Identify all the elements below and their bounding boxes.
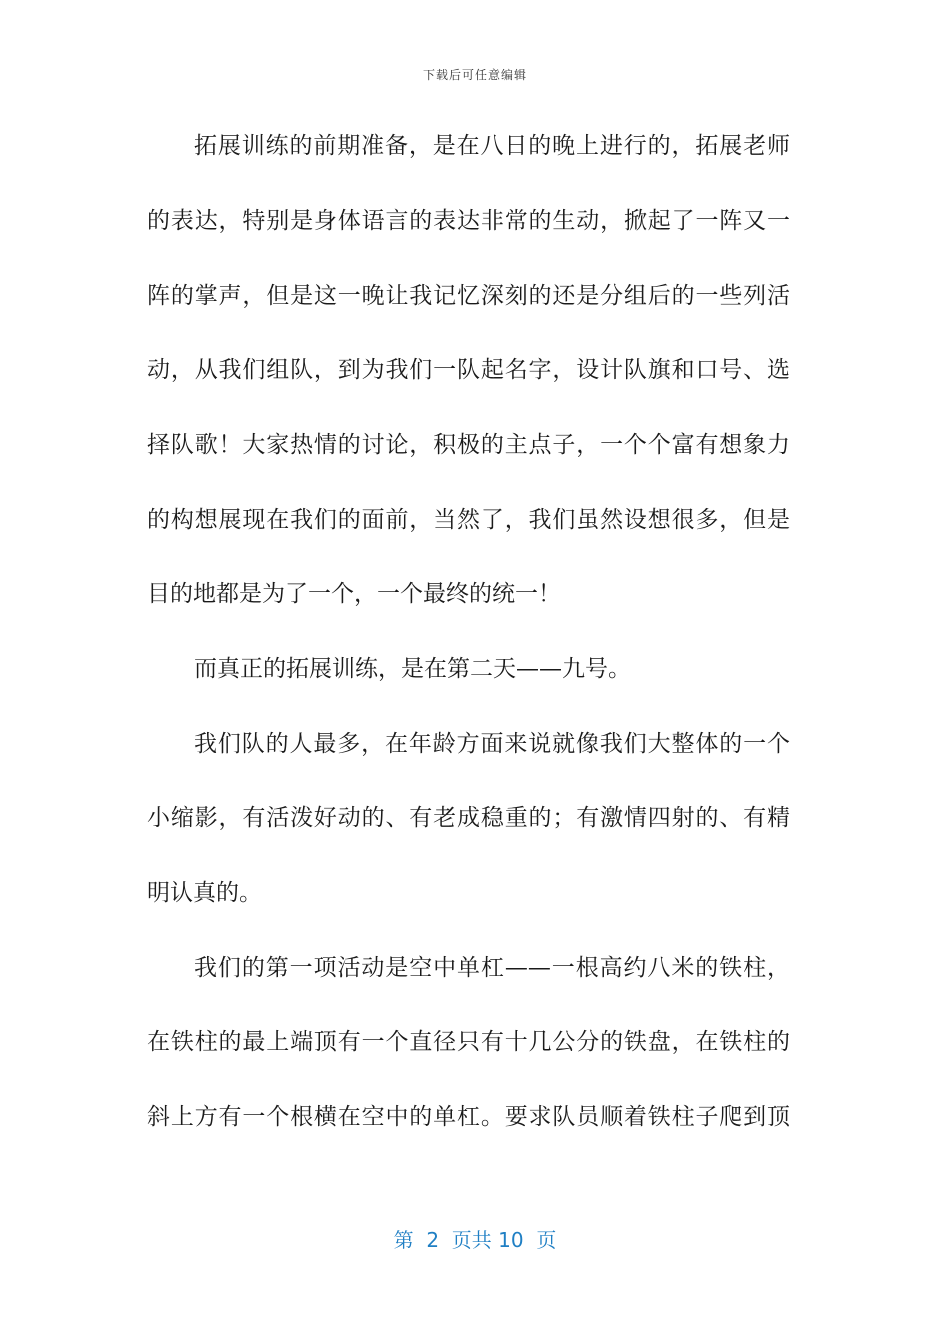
text-line: 小缩影，有活泼好动的、有老成稳重的；有激情四射的、有精 bbox=[147, 805, 790, 831]
text-line: 目的地都是为了一个，一个最终的统一！ bbox=[147, 581, 561, 607]
text-line: 在铁柱的最上端顶有一个直径只有十几公分的铁盘，在铁柱的 bbox=[147, 1029, 790, 1055]
text-line: 斜上方有一个根横在空中的单杠。要求队员顺着铁柱子爬到顶 bbox=[147, 1104, 790, 1130]
text-line: 我们的第一项活动是空中单杠——一根高约八米的铁柱， bbox=[194, 955, 790, 981]
page-number-footer: 第 2 页共 10 页 bbox=[393, 1228, 557, 1252]
text-line: 动，从我们组队，到为我们一队起名字，设计队旗和口号、选 bbox=[147, 357, 790, 383]
text-line: 择队歌！大家热情的讨论，积极的主点子，一个个富有想象力 bbox=[147, 432, 790, 458]
text-line: 而真正的拓展训练，是在第二天——九号。 bbox=[194, 656, 631, 682]
text-line: 我们队的人最多，在年龄方面来说就像我们大整体的一个 bbox=[194, 731, 790, 757]
page-header: 下载后可任意编辑 bbox=[422, 68, 527, 82]
text-line: 的表达，特别是身体语言的表达非常的生动，掀起了一阵又一 bbox=[147, 208, 790, 234]
text-line: 阵的掌声，但是这一晚让我记忆深刻的还是分组后的一些列活 bbox=[147, 283, 790, 309]
text-line: 的构想展现在我们的面前，当然了，我们虽然设想很多，但是 bbox=[147, 507, 790, 533]
text-line: 拓展训练的前期准备，是在八日的晚上进行的，拓展老师 bbox=[194, 133, 790, 159]
text-line: 明认真的。 bbox=[147, 880, 262, 906]
